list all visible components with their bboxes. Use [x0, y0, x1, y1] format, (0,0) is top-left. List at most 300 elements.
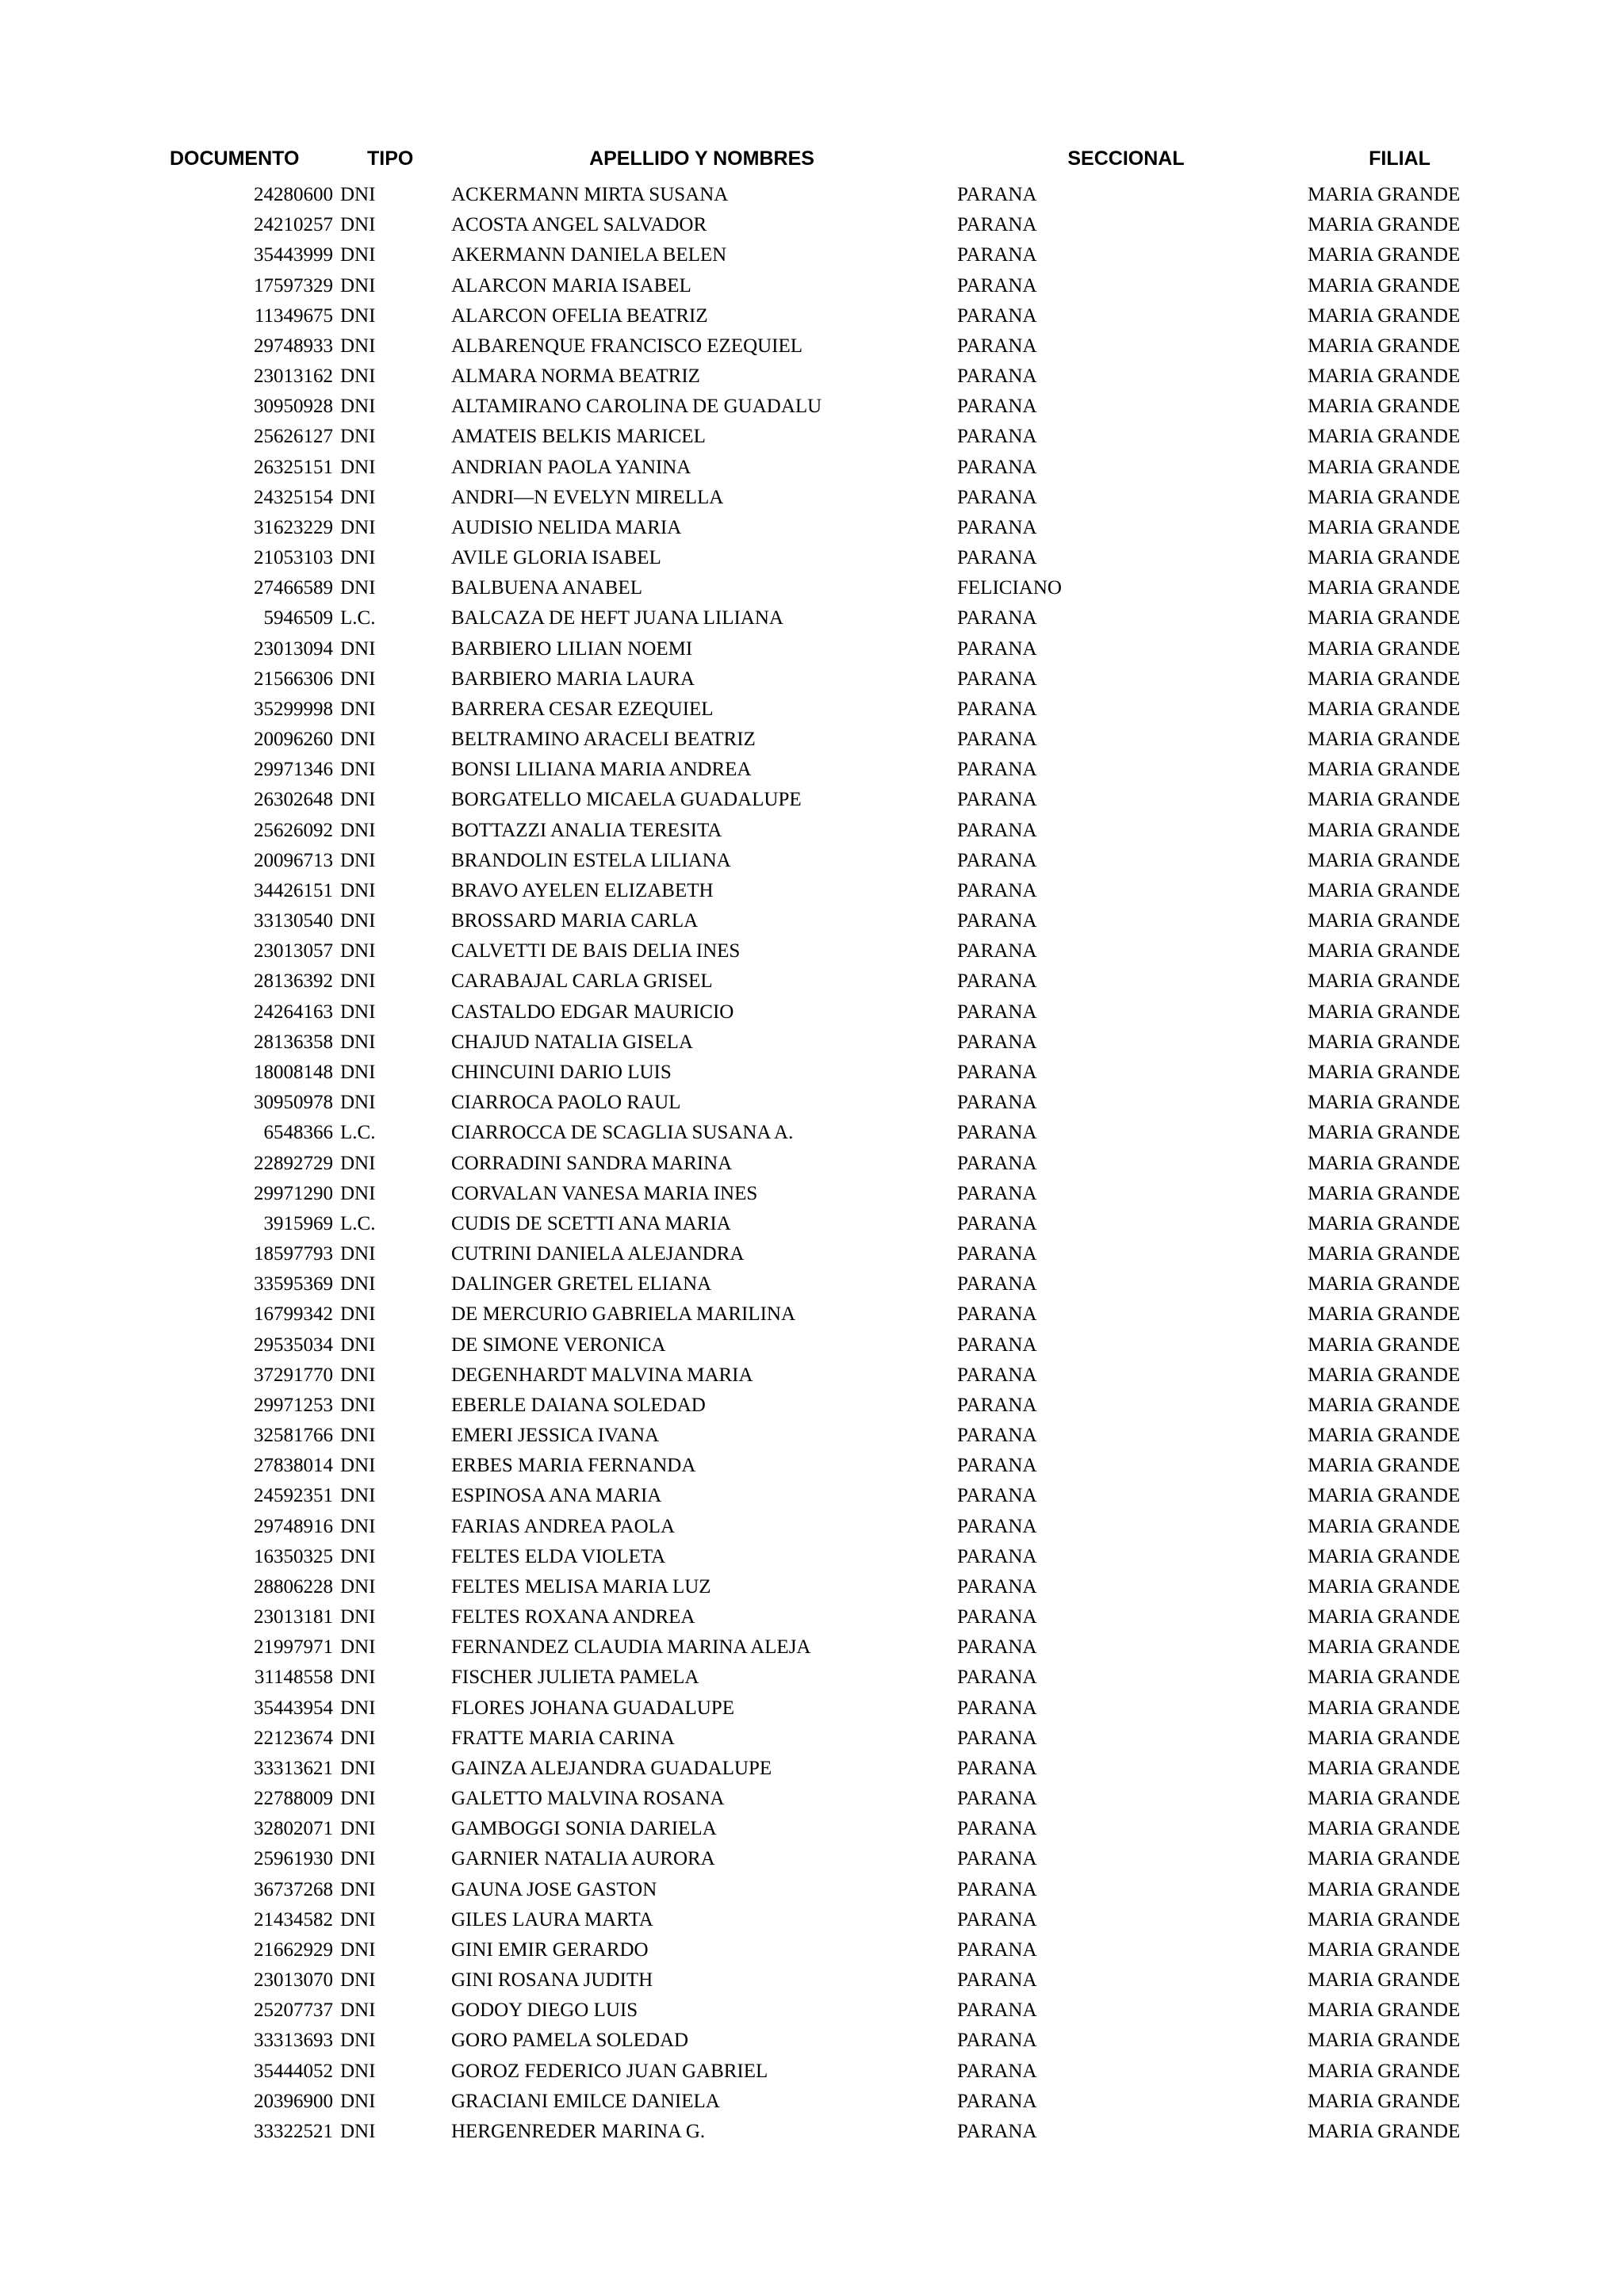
cell-tipo: DNI [340, 577, 376, 599]
cell-seccional: PARANA [957, 304, 1037, 327]
cell-documento: 5946509 [263, 607, 333, 629]
cell-seccional: PARANA [957, 1515, 1037, 1537]
cell-tipo: DNI [340, 1545, 376, 1567]
table-row [0, 241, 1624, 271]
cell-documento: 29971290 [254, 1182, 333, 1204]
table-row [0, 2057, 1624, 2087]
cell-filial: MARIA GRANDE [1308, 486, 1461, 508]
cell-filial: MARIA GRANDE [1308, 577, 1461, 599]
cell-apellido-y-nombres: BARBIERO MARIA LAURA [451, 668, 695, 690]
header-filial: FILIAL [1369, 147, 1431, 170]
cell-documento: 36737268 [254, 1878, 333, 1900]
table-row [0, 574, 1624, 604]
cell-filial: MARIA GRANDE [1308, 1697, 1461, 1719]
cell-seccional: PARANA [957, 759, 1037, 781]
cell-tipo: DNI [340, 2090, 376, 2112]
cell-tipo: DNI [340, 2121, 376, 2142]
cell-apellido-y-nombres: CORVALAN VANESA MARIA INES [451, 1182, 758, 1204]
cell-documento: 18008148 [254, 1061, 333, 1083]
cell-filial: MARIA GRANDE [1308, 940, 1461, 962]
cell-apellido-y-nombres: ANDRIAN PAOLA YANINA [451, 456, 691, 478]
table-row [0, 1936, 1624, 1966]
cell-tipo: DNI [340, 668, 376, 690]
cell-documento: 28136392 [254, 970, 333, 993]
cell-tipo: DNI [340, 698, 376, 720]
cell-filial: MARIA GRANDE [1308, 1394, 1461, 1416]
cell-documento: 35443954 [254, 1697, 333, 1719]
cell-tipo: DNI [340, 1697, 376, 1719]
cell-tipo: DNI [340, 849, 376, 871]
cell-tipo: DNI [340, 1938, 376, 1961]
cell-seccional: PARANA [957, 274, 1037, 297]
cell-documento: 21997971 [254, 1636, 333, 1659]
cell-apellido-y-nombres: ACKERMANN MIRTA SUSANA [451, 184, 729, 205]
cell-seccional: PARANA [957, 396, 1037, 418]
cell-documento: 25626092 [254, 819, 333, 841]
cell-tipo: DNI [340, 637, 376, 660]
cell-seccional: PARANA [957, 1999, 1037, 2022]
cell-seccional: PARANA [957, 335, 1037, 357]
table-row [0, 877, 1624, 907]
cell-seccional: PARANA [957, 1303, 1037, 1326]
cell-filial: MARIA GRANDE [1308, 668, 1461, 690]
table-row [0, 181, 1624, 211]
table-row [0, 604, 1624, 634]
cell-apellido-y-nombres: CUTRINI DANIELA ALEJANDRA [451, 1243, 745, 1265]
cell-tipo: DNI [340, 1999, 376, 2022]
cell-apellido-y-nombres: CUDIS DE SCETTI ANA MARIA [451, 1212, 731, 1234]
table-row [0, 332, 1624, 362]
cell-tipo: DNI [340, 1969, 376, 1992]
table-row [0, 665, 1624, 695]
cell-seccional: PARANA [957, 2090, 1037, 2112]
cell-seccional: PARANA [957, 819, 1037, 841]
cell-documento: 22788009 [254, 1788, 333, 1810]
cell-apellido-y-nombres: FERNANDEZ CLAUDIA MARINA ALEJA [451, 1636, 811, 1659]
cell-documento: 32802071 [254, 1818, 333, 1840]
cell-tipo: DNI [340, 1757, 376, 1779]
cell-seccional: PARANA [957, 516, 1037, 538]
table-row [0, 967, 1624, 997]
cell-tipo: DNI [340, 1485, 376, 1507]
table-row [0, 1119, 1624, 1149]
cell-filial: MARIA GRANDE [1308, 1788, 1461, 1810]
cell-apellido-y-nombres: BALCAZA DE HEFT JUANA LILIANA [451, 607, 783, 629]
table-row [0, 1058, 1624, 1089]
cell-tipo: DNI [340, 910, 376, 932]
cell-tipo: DNI [340, 335, 376, 357]
table-body [0, 181, 1624, 2148]
cell-documento: 35443999 [254, 244, 333, 266]
cell-seccional: PARANA [957, 244, 1037, 266]
cell-tipo: DNI [340, 789, 376, 811]
cell-tipo: DNI [340, 1364, 376, 1386]
cell-apellido-y-nombres: ACOSTA ANGEL SALVADOR [451, 214, 707, 236]
cell-tipo: DNI [340, 1425, 376, 1447]
cell-filial: MARIA GRANDE [1308, 1425, 1461, 1447]
table-row [0, 453, 1624, 484]
cell-tipo: DNI [340, 819, 376, 841]
cell-apellido-y-nombres: AKERMANN DANIELA BELEN [451, 244, 727, 266]
cell-seccional: PARANA [957, 2060, 1037, 2082]
cell-apellido-y-nombres: GAUNA JOSE GASTON [451, 1878, 657, 1900]
cell-tipo: DNI [340, 486, 376, 508]
header-seccional: SECCIONAL [1067, 147, 1185, 170]
cell-tipo: DNI [340, 1243, 376, 1265]
cell-apellido-y-nombres: EMERI JESSICA IVANA [451, 1425, 660, 1447]
table-row [0, 1543, 1624, 1573]
cell-documento: 33313693 [254, 2030, 333, 2052]
cell-filial: MARIA GRANDE [1308, 365, 1461, 388]
cell-seccional: PARANA [957, 1848, 1037, 1870]
table-row [0, 1694, 1624, 1724]
table-header [0, 147, 1624, 179]
cell-tipo: DNI [340, 759, 376, 781]
cell-seccional: PARANA [957, 1031, 1037, 1053]
cell-tipo: DNI [340, 1152, 376, 1174]
cell-tipo: DNI [340, 1727, 376, 1749]
cell-documento: 26302648 [254, 789, 333, 811]
cell-apellido-y-nombres: HERGENREDER MARINA G. [451, 2121, 706, 2142]
cell-seccional: PARANA [957, 1938, 1037, 1961]
cell-apellido-y-nombres: CORRADINI SANDRA MARINA [451, 1152, 733, 1174]
cell-filial: MARIA GRANDE [1308, 1606, 1461, 1628]
cell-filial: MARIA GRANDE [1308, 1303, 1461, 1326]
cell-apellido-y-nombres: BRAVO AYELEN ELIZABETH [451, 879, 714, 901]
cell-tipo: DNI [340, 1182, 376, 1204]
cell-filial: MARIA GRANDE [1308, 1848, 1461, 1870]
cell-seccional: PARANA [957, 910, 1037, 932]
cell-documento: 17597329 [254, 274, 333, 297]
cell-apellido-y-nombres: DEGENHARDT MALVINA MARIA [451, 1364, 753, 1386]
cell-seccional: PARANA [957, 1969, 1037, 1992]
cell-seccional: PARANA [957, 1273, 1037, 1295]
cell-filial: MARIA GRANDE [1308, 2030, 1461, 2052]
cell-seccional: PARANA [957, 849, 1037, 871]
cell-filial: MARIA GRANDE [1308, 1878, 1461, 1900]
cell-apellido-y-nombres: GAINZA ALEJANDRA GUADALUPE [451, 1757, 772, 1779]
table-row [0, 1482, 1624, 1512]
cell-documento: 31148558 [254, 1667, 333, 1689]
cell-documento: 33595369 [254, 1273, 333, 1295]
cell-tipo: DNI [340, 1575, 376, 1598]
cell-filial: MARIA GRANDE [1308, 607, 1461, 629]
cell-filial: MARIA GRANDE [1308, 274, 1461, 297]
cell-filial: MARIA GRANDE [1308, 970, 1461, 993]
cell-apellido-y-nombres: GILES LAURA MARTA [451, 1908, 653, 1931]
cell-documento: 33313621 [254, 1757, 333, 1779]
table-row [0, 1966, 1624, 1996]
cell-apellido-y-nombres: CHINCUINI DARIO LUIS [451, 1061, 672, 1083]
table-row [0, 423, 1624, 453]
cell-tipo: L.C. [340, 1122, 376, 1144]
cell-filial: MARIA GRANDE [1308, 1515, 1461, 1537]
cell-filial: MARIA GRANDE [1308, 1969, 1461, 1992]
cell-documento: 28136358 [254, 1031, 333, 1053]
cell-seccional: PARANA [957, 1061, 1037, 1083]
table-row [0, 1633, 1624, 1663]
cell-apellido-y-nombres: BARBIERO LILIAN NOEMI [451, 637, 693, 660]
cell-apellido-y-nombres: DE SIMONE VERONICA [451, 1334, 666, 1356]
table-row [0, 695, 1624, 725]
cell-documento: 23013181 [254, 1606, 333, 1628]
cell-seccional: PARANA [957, 1575, 1037, 1598]
cell-apellido-y-nombres: FRATTE MARIA CARINA [451, 1727, 675, 1749]
cell-apellido-y-nombres: ALARCON OFELIA BEATRIZ [451, 304, 708, 327]
cell-seccional: PARANA [957, 365, 1037, 388]
cell-filial: MARIA GRANDE [1308, 849, 1461, 871]
cell-documento: 20096713 [254, 849, 333, 871]
cell-documento: 20396900 [254, 2090, 333, 2112]
cell-filial: MARIA GRANDE [1308, 1152, 1461, 1174]
cell-tipo: DNI [340, 1908, 376, 1931]
header-apellido-y-nombres: APELLIDO Y NOMBRES [589, 147, 814, 170]
cell-filial: MARIA GRANDE [1308, 184, 1461, 205]
cell-apellido-y-nombres: GARNIER NATALIA AURORA [451, 1848, 715, 1870]
cell-seccional: PARANA [957, 1727, 1037, 1749]
cell-documento: 30950978 [254, 1092, 333, 1114]
cell-apellido-y-nombres: FELTES MELISA MARIA LUZ [451, 1575, 711, 1598]
table-row [0, 362, 1624, 392]
cell-filial: MARIA GRANDE [1308, 335, 1461, 357]
cell-seccional: PARANA [957, 1364, 1037, 1386]
cell-tipo: DNI [340, 940, 376, 962]
cell-documento: 24280600 [254, 184, 333, 205]
cell-seccional: FELICIANO [957, 577, 1062, 599]
cell-apellido-y-nombres: ANDRI—N EVELYN MIRELLA [451, 486, 724, 508]
cell-seccional: PARANA [957, 1122, 1037, 1144]
cell-apellido-y-nombres: EBERLE DAIANA SOLEDAD [451, 1394, 706, 1416]
cell-seccional: PARANA [957, 1394, 1037, 1416]
cell-filial: MARIA GRANDE [1308, 426, 1461, 448]
cell-apellido-y-nombres: FLORES JOHANA GUADALUPE [451, 1697, 734, 1719]
table-row [0, 1150, 1624, 1180]
cell-filial: MARIA GRANDE [1308, 879, 1461, 901]
cell-documento: 30950928 [254, 396, 333, 418]
cell-apellido-y-nombres: CASTALDO EDGAR MAURICIO [451, 1001, 734, 1023]
cell-documento: 3915969 [263, 1212, 333, 1234]
cell-documento: 18597793 [254, 1243, 333, 1265]
cell-seccional: PARANA [957, 940, 1037, 962]
cell-seccional: PARANA [957, 607, 1037, 629]
cell-documento: 23013070 [254, 1969, 333, 1992]
cell-documento: 22892729 [254, 1152, 333, 1174]
table-row [0, 1270, 1624, 1300]
cell-documento: 25207737 [254, 1999, 333, 2022]
cell-seccional: PARANA [957, 1243, 1037, 1265]
cell-apellido-y-nombres: BOTTAZZI ANALIA TERESITA [451, 819, 722, 841]
table-row [0, 1815, 1624, 1845]
cell-filial: MARIA GRANDE [1308, 1212, 1461, 1234]
cell-seccional: PARANA [957, 698, 1037, 720]
cell-filial: MARIA GRANDE [1308, 1243, 1461, 1265]
cell-filial: MARIA GRANDE [1308, 637, 1461, 660]
table-row [0, 725, 1624, 756]
cell-apellido-y-nombres: FISCHER JULIETA PAMELA [451, 1667, 699, 1689]
cell-filial: MARIA GRANDE [1308, 698, 1461, 720]
cell-apellido-y-nombres: BALBUENA ANABEL [451, 577, 642, 599]
cell-filial: MARIA GRANDE [1308, 304, 1461, 327]
cell-tipo: DNI [340, 1667, 376, 1689]
cell-tipo: DNI [340, 396, 376, 418]
cell-seccional: PARANA [957, 970, 1037, 993]
cell-seccional: PARANA [957, 1697, 1037, 1719]
cell-apellido-y-nombres: CARABAJAL CARLA GRISEL [451, 970, 713, 993]
cell-seccional: PARANA [957, 1788, 1037, 1810]
cell-filial: MARIA GRANDE [1308, 2121, 1461, 2142]
cell-documento: 29535034 [254, 1334, 333, 1356]
cell-apellido-y-nombres: CHAJUD NATALIA GISELA [451, 1031, 693, 1053]
cell-seccional: PARANA [957, 1606, 1037, 1628]
cell-apellido-y-nombres: AUDISIO NELIDA MARIA [451, 516, 682, 538]
table-row [0, 2087, 1624, 2118]
cell-filial: MARIA GRANDE [1308, 1818, 1461, 1840]
table-row [0, 544, 1624, 574]
cell-filial: MARIA GRANDE [1308, 1667, 1461, 1689]
cell-seccional: PARANA [957, 1455, 1037, 1477]
cell-documento: 29971346 [254, 759, 333, 781]
table-row [0, 1089, 1624, 1119]
cell-documento: 20096260 [254, 729, 333, 751]
cell-tipo: DNI [340, 2030, 376, 2052]
cell-apellido-y-nombres: BRANDOLIN ESTELA LILIANA [451, 849, 731, 871]
cell-tipo: DNI [340, 729, 376, 751]
cell-tipo: DNI [340, 2060, 376, 2082]
cell-documento: 23013057 [254, 940, 333, 962]
cell-apellido-y-nombres: CIARROCA PAOLO RAUL [451, 1092, 681, 1114]
cell-seccional: PARANA [957, 729, 1037, 751]
cell-documento: 6548366 [263, 1122, 333, 1144]
cell-tipo: DNI [340, 1788, 376, 1810]
cell-documento: 25961930 [254, 1848, 333, 1870]
cell-apellido-y-nombres: DALINGER GRETEL ELIANA [451, 1273, 712, 1295]
table-row [0, 2026, 1624, 2057]
table-row [0, 1180, 1624, 1210]
table-row [0, 1906, 1624, 1936]
cell-filial: MARIA GRANDE [1308, 1364, 1461, 1386]
cell-seccional: PARANA [957, 668, 1037, 690]
cell-documento: 35444052 [254, 2060, 333, 2082]
cell-apellido-y-nombres: DE MERCURIO GABRIELA MARILINA [451, 1303, 796, 1326]
cell-documento: 24210257 [254, 214, 333, 236]
cell-filial: MARIA GRANDE [1308, 1636, 1461, 1659]
cell-documento: 23013094 [254, 637, 333, 660]
cell-documento: 33130540 [254, 910, 333, 932]
cell-apellido-y-nombres: FARIAS ANDREA PAOLA [451, 1515, 676, 1537]
cell-filial: MARIA GRANDE [1308, 1273, 1461, 1295]
cell-tipo: DNI [340, 1455, 376, 1477]
cell-tipo: L.C. [340, 607, 376, 629]
cell-documento: 26325151 [254, 456, 333, 478]
cell-apellido-y-nombres: BORGATELLO MICAELA GUADALUPE [451, 789, 802, 811]
table-row [0, 1513, 1624, 1543]
cell-tipo: DNI [340, 1606, 376, 1628]
cell-filial: MARIA GRANDE [1308, 1575, 1461, 1598]
table-row [0, 1361, 1624, 1391]
cell-tipo: DNI [340, 456, 376, 478]
table-row [0, 1785, 1624, 1815]
cell-documento: 21566306 [254, 668, 333, 690]
table-row [0, 756, 1624, 786]
cell-apellido-y-nombres: FELTES ELDA VIOLETA [451, 1545, 666, 1567]
cell-filial: MARIA GRANDE [1308, 214, 1461, 236]
cell-apellido-y-nombres: GAMBOGGI SONIA DARIELA [451, 1818, 717, 1840]
cell-documento: 37291770 [254, 1364, 333, 1386]
table-row [0, 1845, 1624, 1875]
table-row [0, 635, 1624, 665]
cell-tipo: DNI [340, 426, 376, 448]
cell-seccional: PARANA [957, 184, 1037, 205]
table-row [0, 847, 1624, 877]
table-row [0, 998, 1624, 1028]
cell-seccional: PARANA [957, 2030, 1037, 2052]
table-row [0, 514, 1624, 544]
table-row [0, 1240, 1624, 1270]
table-row [0, 1573, 1624, 1603]
cell-tipo: DNI [340, 184, 376, 205]
cell-tipo: DNI [340, 1273, 376, 1295]
cell-apellido-y-nombres: BELTRAMINO ARACELI BEATRIZ [451, 729, 756, 751]
cell-documento: 24592351 [254, 1485, 333, 1507]
cell-documento: 25626127 [254, 426, 333, 448]
cell-seccional: PARANA [957, 1152, 1037, 1174]
cell-apellido-y-nombres: CIARROCCA DE SCAGLIA SUSANA A. [451, 1122, 794, 1144]
cell-apellido-y-nombres: BROSSARD MARIA CARLA [451, 910, 699, 932]
cell-apellido-y-nombres: ALMARA NORMA BEATRIZ [451, 365, 700, 388]
table-row [0, 392, 1624, 423]
cell-filial: MARIA GRANDE [1308, 516, 1461, 538]
cell-seccional: PARANA [957, 214, 1037, 236]
cell-filial: MARIA GRANDE [1308, 1455, 1461, 1477]
cell-seccional: PARANA [957, 456, 1037, 478]
header-tipo: TIPO [367, 147, 414, 170]
table-row [0, 1452, 1624, 1482]
cell-filial: MARIA GRANDE [1308, 759, 1461, 781]
cell-apellido-y-nombres: GINI ROSANA JUDITH [451, 1969, 653, 1992]
cell-documento: 16799342 [254, 1303, 333, 1326]
cell-filial: MARIA GRANDE [1308, 1031, 1461, 1053]
cell-seccional: PARANA [957, 426, 1037, 448]
cell-filial: MARIA GRANDE [1308, 1545, 1461, 1567]
cell-apellido-y-nombres: GORO PAMELA SOLEDAD [451, 2030, 689, 2052]
table-row [0, 1391, 1624, 1422]
table-row [0, 1331, 1624, 1361]
table-row [0, 1663, 1624, 1693]
cell-tipo: DNI [340, 1878, 376, 1900]
cell-documento: 34426151 [254, 879, 333, 901]
cell-documento: 33322521 [254, 2121, 333, 2142]
table-row [0, 1876, 1624, 1906]
cell-filial: MARIA GRANDE [1308, 244, 1461, 266]
cell-tipo: L.C. [340, 1212, 376, 1234]
cell-apellido-y-nombres: CALVETTI DE BAIS DELIA INES [451, 940, 741, 962]
cell-seccional: PARANA [957, 1212, 1037, 1234]
cell-apellido-y-nombres: GALETTO MALVINA ROSANA [451, 1788, 725, 1810]
cell-documento: 28806228 [254, 1575, 333, 1598]
table-row [0, 1028, 1624, 1058]
cell-documento: 32581766 [254, 1425, 333, 1447]
table-row [0, 302, 1624, 332]
table-row [0, 1210, 1624, 1240]
cell-seccional: PARANA [957, 1425, 1037, 1447]
cell-seccional: PARANA [957, 1092, 1037, 1114]
cell-documento: 27466589 [254, 577, 333, 599]
cell-filial: MARIA GRANDE [1308, 2090, 1461, 2112]
cell-seccional: PARANA [957, 1182, 1037, 1204]
cell-tipo: DNI [340, 1848, 376, 1870]
cell-apellido-y-nombres: AMATEIS BELKIS MARICEL [451, 426, 706, 448]
cell-apellido-y-nombres: AVILE GLORIA ISABEL [451, 547, 661, 569]
